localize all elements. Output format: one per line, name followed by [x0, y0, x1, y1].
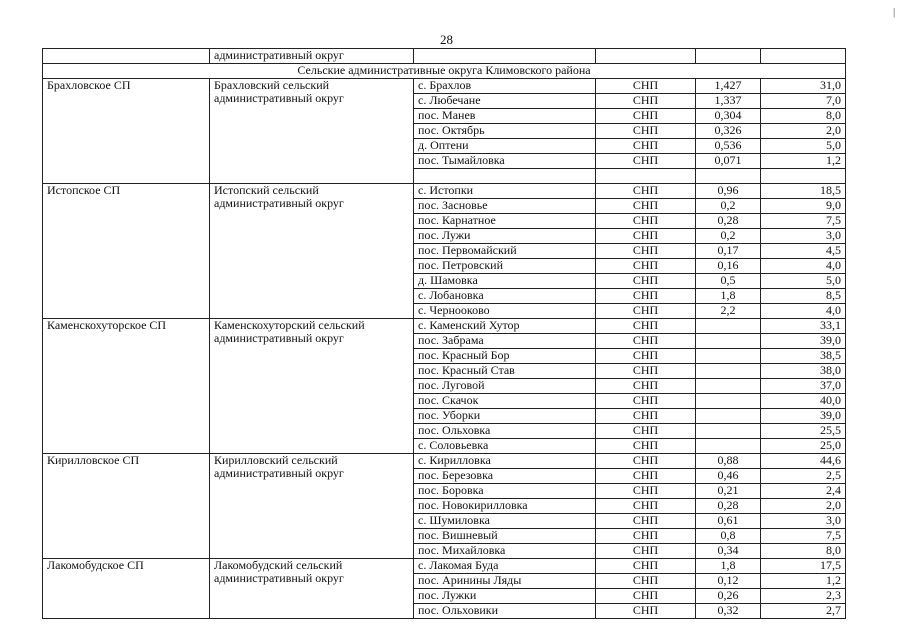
value-1: 0,536 [696, 139, 761, 154]
value-2: 3,0 [761, 229, 846, 244]
settlement-type: СНП [596, 454, 696, 469]
value-2: 33,1 [761, 319, 846, 334]
place-name: пос. Скачок [414, 394, 596, 409]
settlement-type: СНП [596, 154, 696, 169]
value-1: 0,61 [696, 514, 761, 529]
value-1 [696, 364, 761, 379]
value-1: 1,8 [696, 559, 761, 574]
place-name: пос. Забрама [414, 334, 596, 349]
value-1: 0,28 [696, 214, 761, 229]
place-name: пос. Тымайловка [414, 154, 596, 169]
settlement-type: СНП [596, 274, 696, 289]
value-2: 2,0 [761, 124, 846, 139]
settlement-type: СНП [596, 184, 696, 199]
value-1: 0,16 [696, 259, 761, 274]
okrug-cell [210, 559, 414, 619]
value-1: 0,34 [696, 544, 761, 559]
continuation-row [43, 49, 846, 64]
okrug-cell [210, 184, 414, 319]
settlement-type: СНП [596, 94, 696, 109]
value-1: 1,337 [696, 94, 761, 109]
value-1: 0,2 [696, 199, 761, 214]
value-2: 38,5 [761, 349, 846, 364]
section-row [43, 64, 846, 79]
settlement-name: Каменскохуторское СП [43, 319, 210, 454]
value-2: 5,0 [761, 139, 846, 154]
table-row [43, 454, 846, 469]
settlement-type: СНП [596, 244, 696, 259]
value-2: 5,0 [761, 274, 846, 289]
value-1 [696, 334, 761, 349]
value-2: 8,0 [761, 109, 846, 124]
place-name: с. Соловьевка [414, 439, 596, 454]
value-1: 0,96 [696, 184, 761, 199]
cell-empty [761, 49, 846, 64]
okrug-name-line1: Лакомобудский сельский [214, 558, 343, 572]
value-2: 8,5 [761, 289, 846, 304]
okrug-cell [210, 454, 414, 559]
place-name: пос. Ольховики [414, 604, 596, 619]
okrug-name-line1: Истопский сельский [214, 183, 319, 197]
value-2: 39,0 [761, 409, 846, 424]
okrug-name-line1: Каменскохуторский сельский [214, 318, 365, 332]
value-2: 18,5 [761, 184, 846, 199]
place-name: пос. Лужки [414, 589, 596, 604]
settlement-type [596, 169, 696, 184]
settlement-type: СНП [596, 484, 696, 499]
place-name: пос. Михайловка [414, 544, 596, 559]
page-number: 28 [440, 32, 453, 47]
table-row [43, 79, 846, 94]
value-2: 7,0 [761, 94, 846, 109]
value-1 [696, 319, 761, 334]
place-name: с. Лобановка [414, 289, 596, 304]
okrug-name-line2: административный округ [214, 466, 344, 480]
settlement-type: СНП [596, 424, 696, 439]
settlement-name: Истопское СП [43, 184, 210, 319]
place-name: пос. Засновье [414, 199, 596, 214]
value-1 [696, 439, 761, 454]
settlement-name: Лакомобудское СП [43, 559, 210, 619]
value-2: 1,2 [761, 154, 846, 169]
settlement-type: СНП [596, 379, 696, 394]
place-name [414, 169, 596, 184]
value-1: 0,12 [696, 574, 761, 589]
table-row [43, 184, 846, 199]
value-2: 2,4 [761, 484, 846, 499]
settlement-type: СНП [596, 109, 696, 124]
value-1 [696, 409, 761, 424]
value-2: 2,3 [761, 589, 846, 604]
value-1: 0,17 [696, 244, 761, 259]
settlement-type: СНП [596, 574, 696, 589]
settlement-type: СНП [596, 604, 696, 619]
value-2: 7,5 [761, 214, 846, 229]
value-2: 4,5 [761, 244, 846, 259]
okrug-name-line2: административный округ [214, 196, 344, 210]
value-1: 1,427 [696, 79, 761, 94]
corner-mark: | [893, 6, 896, 18]
settlement-type: СНП [596, 364, 696, 379]
value-2: 2,5 [761, 469, 846, 484]
settlement-type: СНП [596, 589, 696, 604]
table-row [43, 319, 846, 334]
place-name: пос. Новокирилловка [414, 499, 596, 514]
value-2: 4,0 [761, 259, 846, 274]
place-name: пос. Октябрь [414, 124, 596, 139]
place-name: пос. Ольховка [414, 424, 596, 439]
okrug-name-line2: административный округ [214, 571, 344, 585]
value-2: 25,0 [761, 439, 846, 454]
place-name: с. Кирилловка [414, 454, 596, 469]
settlement-type: СНП [596, 349, 696, 364]
okrug-cell [210, 79, 414, 184]
value-1: 1,8 [696, 289, 761, 304]
settlement-type: СНП [596, 439, 696, 454]
value-2: 4,0 [761, 304, 846, 319]
value-1: 0,304 [696, 109, 761, 124]
value-2: 39,0 [761, 334, 846, 349]
place-name: д. Оптени [414, 139, 596, 154]
settlement-type: СНП [596, 544, 696, 559]
value-2: 25,5 [761, 424, 846, 439]
okrug-cell [210, 319, 414, 454]
value-1: 0,071 [696, 154, 761, 169]
place-name: пос. Луговой [414, 379, 596, 394]
place-name: пос. Манев [414, 109, 596, 124]
settlement-type: СНП [596, 334, 696, 349]
section-heading: Сельские административные округа Климовского района [43, 64, 846, 79]
value-1 [696, 424, 761, 439]
settlement-type: СНП [596, 199, 696, 214]
place-name: с. Брахлов [414, 79, 596, 94]
value-2: 17,5 [761, 559, 846, 574]
value-1 [696, 394, 761, 409]
place-name: с. Любечане [414, 94, 596, 109]
value-1 [696, 349, 761, 364]
okrug-name-line2: административный округ [214, 331, 344, 345]
value-1: 0,5 [696, 274, 761, 289]
place-name: пос. Красный Бор [414, 349, 596, 364]
continuation-text: административный округ [210, 49, 414, 64]
settlements-table [42, 48, 846, 619]
value-2: 37,0 [761, 379, 846, 394]
cell-empty [596, 49, 696, 64]
place-name: с. Каменский Хутор [414, 319, 596, 334]
value-1: 0,46 [696, 469, 761, 484]
place-name: пос. Петровский [414, 259, 596, 274]
settlement-type: СНП [596, 559, 696, 574]
settlement-name: Брахловское СП [43, 79, 210, 184]
place-name: с. Истопки [414, 184, 596, 199]
settlement-type: СНП [596, 229, 696, 244]
place-name: пос. Боровка [414, 484, 596, 499]
place-name: с. Чернооково [414, 304, 596, 319]
settlement-type: СНП [596, 259, 696, 274]
value-2 [761, 169, 846, 184]
okrug-name-line2: административный округ [214, 91, 344, 105]
value-2: 2,7 [761, 604, 846, 619]
settlement-type: СНП [596, 214, 696, 229]
value-2: 3,0 [761, 514, 846, 529]
place-name: пос. Карнатное [414, 214, 596, 229]
settlement-type: СНП [596, 304, 696, 319]
place-name: пос. Березовка [414, 469, 596, 484]
place-name: с. Шумиловка [414, 514, 596, 529]
cell-empty [696, 49, 761, 64]
settlement-type: СНП [596, 319, 696, 334]
settlement-type: СНП [596, 409, 696, 424]
value-2: 9,0 [761, 199, 846, 214]
settlement-type: СНП [596, 124, 696, 139]
settlement-type: СНП [596, 499, 696, 514]
value-1 [696, 169, 761, 184]
settlement-type: СНП [596, 139, 696, 154]
place-name: пос. Лужи [414, 229, 596, 244]
value-1: 0,26 [696, 589, 761, 604]
place-name: пос. Красный Став [414, 364, 596, 379]
value-2: 7,5 [761, 529, 846, 544]
settlement-type: СНП [596, 529, 696, 544]
settlement-type: СНП [596, 79, 696, 94]
table-row [43, 559, 846, 574]
value-1: 0,88 [696, 454, 761, 469]
settlement-type: СНП [596, 514, 696, 529]
place-name: пос. Вишневый [414, 529, 596, 544]
value-1: 0,21 [696, 484, 761, 499]
table-body [43, 49, 846, 619]
value-1: 0,2 [696, 229, 761, 244]
value-2: 40,0 [761, 394, 846, 409]
value-2: 8,0 [761, 544, 846, 559]
settlement-name: Кирилловское СП [43, 454, 210, 559]
value-1: 0,32 [696, 604, 761, 619]
value-1: 0,8 [696, 529, 761, 544]
value-2: 1,2 [761, 574, 846, 589]
value-2: 2,0 [761, 499, 846, 514]
okrug-name-line1: Кирилловский сельский [214, 453, 338, 467]
value-1: 0,28 [696, 499, 761, 514]
value-2: 31,0 [761, 79, 846, 94]
cell-empty [43, 49, 210, 64]
settlement-type: СНП [596, 469, 696, 484]
settlement-type: СНП [596, 394, 696, 409]
value-1: 2,2 [696, 304, 761, 319]
value-1 [696, 379, 761, 394]
value-2: 38,0 [761, 364, 846, 379]
place-name: пос. Аринины Ляды [414, 574, 596, 589]
okrug-name-line1: Брахловский сельский [214, 78, 330, 92]
place-name: с. Лакомая Буда [414, 559, 596, 574]
place-name: д. Шамовка [414, 274, 596, 289]
place-name: пос. Уборки [414, 409, 596, 424]
settlement-type: СНП [596, 289, 696, 304]
cell-empty [414, 49, 596, 64]
place-name: пос. Первомайский [414, 244, 596, 259]
value-2: 44,6 [761, 454, 846, 469]
value-1: 0,326 [696, 124, 761, 139]
